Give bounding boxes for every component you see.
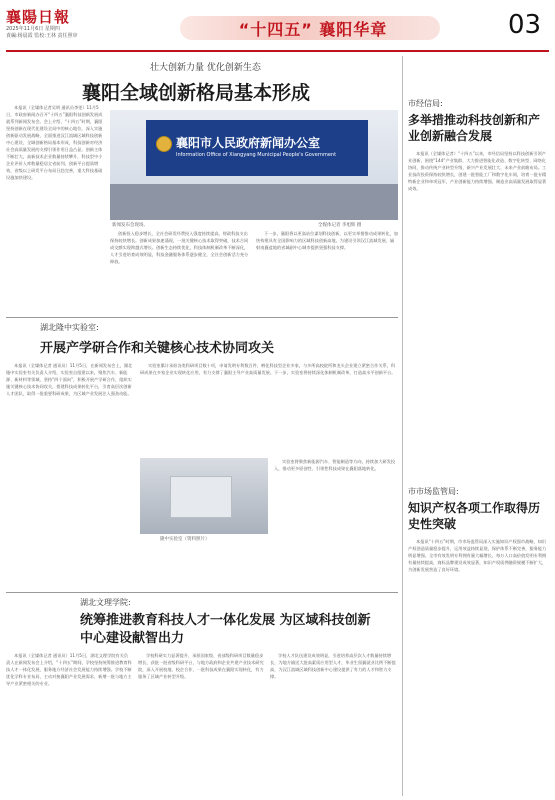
emblem-icon xyxy=(156,136,172,152)
right-headline-1: 多举措推动科技创新和产业创新融合发展 xyxy=(408,113,541,143)
article2-body-right2 xyxy=(274,458,398,586)
column-divider xyxy=(402,56,403,796)
article2-paragraph: 实验室累计承担各类科研项目数十项，申请发明专利数百件，孵化科技型企业多家，与多所高校院所和龙头企业建立紧密合作关系，科研成果在多家企业实现转化应用，有力支撑了襄阳主导产业高质量发展。下一步，实验室将持续深化体制机制改革，打造高水平创新平台。 xyxy=(140,363,396,375)
article2-label: 湖北隆中实验室: xyxy=(40,323,99,332)
masthead xyxy=(0,0,555,50)
lab-photo-caption: 隆中实验室（资料照片） xyxy=(160,537,210,542)
newspaper-brand: 襄陽日報 xyxy=(6,8,71,26)
article3-paragraph: 学校科研实力显著提升，承担国家级、省部级科研项目数量稳步增长，获批一批省级科研平台，与地方政府和企业共建产业技术研究院，深入开展校地、校企合作，一批科技成果在襄阳实现转化，有力服务了区域产业转型升级。 xyxy=(138,653,264,679)
article3-paragraph: 学校人才队伍建设成效明显，引进培养高层次人才数量持续增长，为地方输送大批高素质应用型人才，毕业生留襄就业比例不断提高，为汉江流域区域科技创新中心建设提供了有力的人才和智力支撑。 xyxy=(270,653,396,679)
right-body-2 xyxy=(408,538,550,794)
article1-paragraph: 下一步，襄阳将以更高站位谋划科技创新，以更实举措推动成果转化，加快构建具有全国影响力的区域科技创新高地，为建设引领汉江流域发展、辐射南襄盆地的省域副中心城市提供坚强科技支撑。 xyxy=(256,231,398,250)
article2-headline: 开展产学研合作和关键核心技术协同攻关 xyxy=(40,341,275,356)
article1-body-left xyxy=(6,104,106,314)
right-label-2: 市市场监管局: xyxy=(408,487,459,496)
article3-paragraph: 本报讯（全媒体记者 通讯员）11月5日，湖北文理学院有关负责人在新闻发布会上介绍，“十四五”期间，学校坚持统筹推进教育科技人才一体化发展，服务地方经济社会发展能力持续增强。学校不断优化学科专业布局，主动对接襄阳产业发展需求，新增一批与地方主导产业紧密相关的专业。 xyxy=(6,653,132,686)
right-headline-2: 知识产权各项工作取得历史性突破 xyxy=(408,501,541,531)
audience-area xyxy=(110,184,398,220)
issue-meta xyxy=(6,26,116,40)
photo-byline: 全媒体记者 李旭辉 摄 xyxy=(318,223,362,228)
press-board-title: 襄阳市人民政府新闻办公室 xyxy=(176,136,321,150)
section-divider xyxy=(6,592,398,593)
section-divider xyxy=(6,317,398,318)
right-body-1 xyxy=(408,150,550,475)
article3-body-1 xyxy=(6,652,132,794)
right-paragraph: 本报讯“十四五”时期，市市场监管局深入实施知识产权强市战略，知识产权创造质量稳步提升，运用效益持续显现，保护体系不断完善，服务能力明显增强。全市有效发明专利拥有量大幅增长，每万人口高价值发明专利拥有量持续提高，商标品牌建设成效显著，知识产权质押融资规模不断扩大，为创新发展营造了良好环境。 xyxy=(408,539,547,572)
article2-body-left xyxy=(6,362,134,587)
article1-body-right xyxy=(256,230,398,314)
article2-paragraph: 本报讯（全媒体记者 通讯员）11月5日，在新闻发布会上，湖北隆中实验室有关负责人介绍，实验室自组建以来，聚焦汽车、新能源、新材料等领域，坚持“四个面向”，积极开展产学研合作，组织实施关键核心技术协同攻关，搭建科技成果转化平台，引育高层次创新人才团队，取得一批重要科研成果，为区域产业发展注入强劲动能。 xyxy=(6,363,133,396)
article1-paragraph: 本报讯（全媒体记者吴明 通讯员李雯）11月5日，市政府新闻办召开“十四五”襄阳科技创新发展成就系列新闻发布会。会上介绍，“十四五”时期，襄阳坚持创新在现代化建设全局中的核心地位，深入实施创新驱动发展战略，全面推进汉江流域区域科技创新中心建设，全域创新格局基本形成，科技创新对经济社会高质量发展的支撑引领作用日益凸显。创新主体不断壮大，高新技术企业数量持续攀升，科技型中小企业评价入库数量稳居全省前列。创新平台提质增效，省级以上研发平台布局日趋完善，重大科技基础设施加快建设。 xyxy=(6,105,103,180)
issue-date: 2025年11月6日 星期四 xyxy=(6,26,60,32)
press-backdrop xyxy=(146,120,368,176)
article3-body-3 xyxy=(270,652,398,794)
lab-photo xyxy=(140,458,268,534)
article3-body-2 xyxy=(138,652,264,794)
press-conference-photo xyxy=(110,110,398,220)
press-board-subtitle: Information Office of Xiangyang Municipal People's Government xyxy=(176,152,337,158)
article1-kicker: 壮大创新力量 优化创新生态 xyxy=(150,63,261,73)
issue-editors: 責編:杨晨霞 監校:王林 责任照审 xyxy=(6,33,78,39)
article2-paragraph: 实验室将聚焦新能源汽车、智能制造等方向，持续加大研发投入，推动更多原创性、引领性科技成果在襄阳落地转化。 xyxy=(274,459,396,471)
section-banner-text: “十四五” 襄阳华章 xyxy=(238,20,388,39)
right-paragraph: 本报讯（全媒体记者）“十四五”以来，市经信局坚持以科技创新引领产业创新，围绕“144”产业集群，大力推进智能化改造、数字化转型、网络化协同，推动传统产业转型升级、新兴产业发展壮大、未来产业前瞻布局。工业技改投资保持较快增长，创建一批智能工厂和数字化车间，培育一批专精特新企业和单项冠军，产业创新能力持续增强，制造业高质量发展取得显著成效。 xyxy=(408,151,547,191)
lab-equipment xyxy=(170,476,232,518)
article3-label: 湖北文理学院: xyxy=(80,598,131,607)
page-number: 03 xyxy=(508,10,542,40)
article3-headline: 统筹推进教育科技人才一体化发展 为区域科技创新中心建设献智出力 xyxy=(80,613,371,646)
masthead-rule xyxy=(6,50,549,52)
article1-headline: 襄阳全域创新格局基本形成 xyxy=(82,82,311,104)
right-label-1: 市经信局: xyxy=(408,99,443,108)
article2-body-right xyxy=(140,362,398,452)
photo-caption: 新闻发布会现场。 xyxy=(112,223,148,228)
article1-paragraph: 创新投入稳步增长，全社会研发经费投入强度持续提高，财政科技支出保持较快增长。创新成果加速涌现，一批关键核心技术取得突破，技术合同成交额实现跨越式增长。创新生态持续优化，科技体制机制改革不断深化，人才引进培育成效明显，科技金融服务体系逐步健全，全社会创新活力充分释放。 xyxy=(110,231,249,264)
article1-body-mid xyxy=(110,230,250,314)
